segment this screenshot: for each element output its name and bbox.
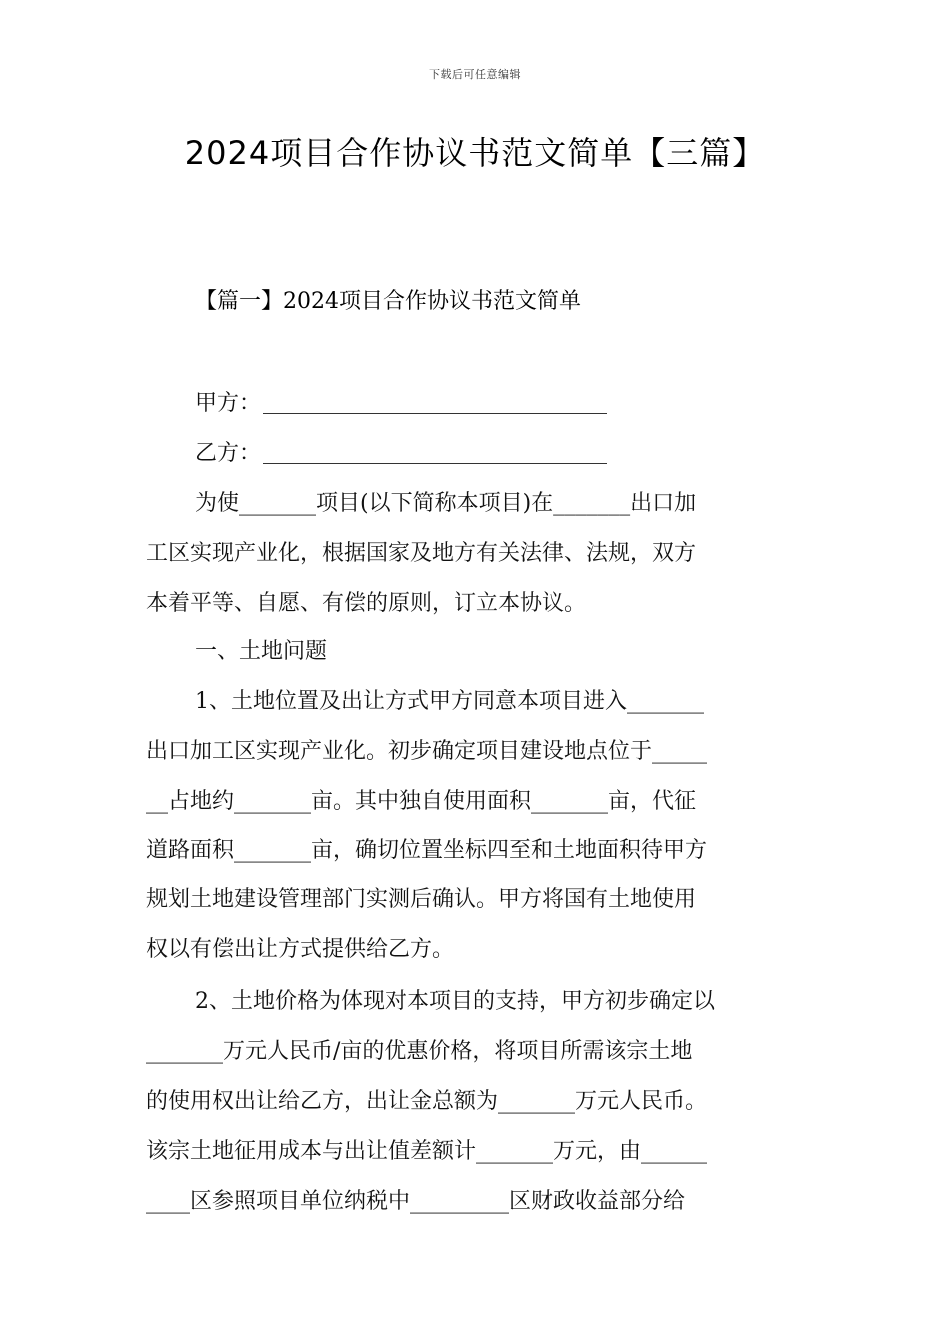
body-line: 权以有偿出让方式提供给乙方。 [146,937,455,962]
body-line: 2、土地价格为体现对本项目的支持，甲方初步确定以 [195,989,715,1014]
section-title: 【篇一】2024项目合作协议书范文简单 [195,289,581,314]
party-a-blank [263,391,607,414]
party-b-label: 乙方： [195,441,262,466]
body-line: 1、土地位置及出让方式甲方同意本项目进入_______ [195,689,704,714]
body-line: 工区实现产业化，根据国家及地方有关法律、法规，双方 [146,541,697,566]
body-line: ____区参照项目单位纳税中_________区财政收益部分给 [146,1189,686,1214]
body-line: __占地约_______亩。其中独自使用面积_______亩，代征 [146,789,697,814]
body-line: 该宗土地征用成本与出让值差额计_______万元，由______ [146,1139,708,1164]
party-b-line [195,436,607,467]
party-a-label: 甲方： [195,391,262,416]
party-a-line [195,386,607,417]
header-note: 下载后可任意编辑 [429,68,521,81]
party-b-blank [263,441,607,464]
body-line: 本着平等、自愿、有偿的原则，订立本协议。 [146,591,587,616]
body-line: 道路面积_______亩，确切位置坐标四至和土地面积待甲方 [146,838,708,863]
body-line: 规划土地建设管理部门实测后确认。甲方将国有土地使用 [146,887,697,912]
body-line: 出口加工区实现产业化。初步确定项目建设地点位于_____ [146,739,708,764]
body-line: 为使_______项目(以下简称本项目)在_______出口加 [195,491,697,516]
document-title: 2024项目合作协议书范文简单【三篇】 [184,134,766,172]
body-line: 的使用权出让给乙方，出让金总额为_______万元人民币。 [146,1089,708,1114]
body-line: _______万元人民币/亩的优惠价格，将项目所需该宗土地 [146,1039,693,1064]
clause-heading: 一、土地问题 [195,639,328,664]
